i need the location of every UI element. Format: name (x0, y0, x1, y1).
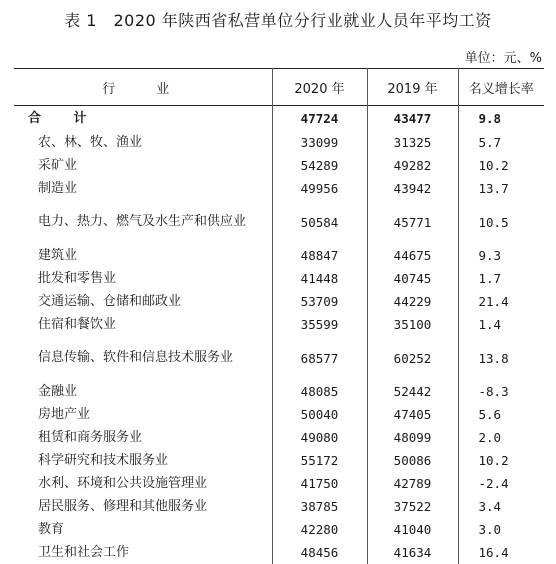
industry-cell: 租赁和商务服务业 (14, 426, 272, 449)
industry-cell: 居民服务、修理和其他服务业 (14, 495, 272, 518)
growth-cell: 1.7 (458, 267, 544, 290)
table-row (14, 403, 544, 426)
table-row (14, 541, 544, 564)
value-2019-cell: 42789 (367, 472, 458, 495)
growth-cell: 2.0 (458, 426, 544, 449)
wage-table (14, 68, 544, 564)
table-row (14, 154, 544, 177)
value-2019-cell: 41634 (367, 541, 458, 564)
industry-cell: 农、林、牧、渔业 (14, 131, 272, 154)
value-2020-cell: 49956 (272, 177, 367, 200)
value-2019-cell: 37522 (367, 495, 458, 518)
value-2020-cell: 68577 (272, 336, 367, 380)
table-row (14, 177, 544, 200)
growth-cell: 5.6 (458, 403, 544, 426)
value-2019-cell: 47405 (367, 403, 458, 426)
industry-cell: 金融业 (14, 380, 272, 403)
value-2020-cell: 53709 (272, 290, 367, 313)
value-2019-cell: 35100 (367, 313, 458, 336)
total-2020: 47724 (272, 106, 367, 132)
value-2019-cell: 43942 (367, 177, 458, 200)
value-2019-cell: 49282 (367, 154, 458, 177)
growth-cell: 3.4 (458, 495, 544, 518)
value-2020-cell: 48085 (272, 380, 367, 403)
industry-cell: 科学研究和技术服务业 (14, 449, 272, 472)
growth-cell: 1.4 (458, 313, 544, 336)
value-2020-cell: 41750 (272, 472, 367, 495)
growth-cell: -2.4 (458, 472, 544, 495)
growth-cell: 10.2 (458, 449, 544, 472)
value-2020-cell: 55172 (272, 449, 367, 472)
value-2020-cell: 33099 (272, 131, 367, 154)
header-row (14, 69, 544, 106)
industry-cell: 卫生和社会工作 (14, 541, 272, 564)
total-2019: 43477 (367, 106, 458, 132)
growth-cell: 16.4 (458, 541, 544, 564)
industry-cell: 电力、热力、燃气及水生产和供应业 (14, 200, 272, 244)
value-2020-cell: 49080 (272, 426, 367, 449)
header-growth: 名义增长率 (458, 69, 544, 106)
value-2019-cell: 45771 (367, 200, 458, 244)
header-industry: 行 业 (14, 69, 272, 106)
table-body (14, 106, 544, 564)
industry-cell: 批发和零售业 (14, 267, 272, 290)
industry-cell: 信息传输、软件和信息技术服务业 (14, 336, 272, 380)
industry-cell: 教育 (14, 518, 272, 541)
table-row (14, 495, 544, 518)
growth-cell: 10.2 (458, 154, 544, 177)
table-row (14, 336, 544, 380)
value-2019-cell: 48099 (367, 426, 458, 449)
table-row (14, 380, 544, 403)
table-row (14, 426, 544, 449)
table-row (14, 313, 544, 336)
industry-cell: 制造业 (14, 177, 272, 200)
table-row (14, 267, 544, 290)
value-2020-cell: 38785 (272, 495, 367, 518)
table-row (14, 200, 544, 244)
value-2019-cell: 60252 (367, 336, 458, 380)
value-2020-cell: 48456 (272, 541, 367, 564)
growth-cell: 13.8 (458, 336, 544, 380)
table-row (14, 472, 544, 495)
industry-cell: 房地产业 (14, 403, 272, 426)
value-2020-cell: 50040 (272, 403, 367, 426)
value-2020-cell: 48847 (272, 244, 367, 267)
value-2019-cell: 31325 (367, 131, 458, 154)
value-2019-cell: 52442 (367, 380, 458, 403)
total-label: 合 计 (14, 106, 272, 132)
industry-cell: 采矿业 (14, 154, 272, 177)
value-2020-cell: 41448 (272, 267, 367, 290)
value-2020-cell: 54289 (272, 154, 367, 177)
growth-cell: 13.7 (458, 177, 544, 200)
table-row (14, 449, 544, 472)
value-2020-cell: 35599 (272, 313, 367, 336)
growth-cell: -8.3 (458, 380, 544, 403)
growth-cell: 5.7 (458, 131, 544, 154)
growth-cell: 21.4 (458, 290, 544, 313)
header-2020: 2020 年 (272, 69, 367, 106)
header-2019: 2019 年 (367, 69, 458, 106)
value-2020-cell: 42280 (272, 518, 367, 541)
value-2019-cell: 40745 (367, 267, 458, 290)
total-growth: 9.8 (458, 106, 544, 132)
table-row (14, 518, 544, 541)
industry-cell: 交通运输、仓储和邮政业 (14, 290, 272, 313)
unit-label: 单位：元、% (465, 47, 542, 66)
value-2019-cell: 44229 (367, 290, 458, 313)
total-row (14, 106, 544, 132)
industry-cell: 建筑业 (14, 244, 272, 267)
industry-cell: 住宿和餐饮业 (14, 313, 272, 336)
growth-cell: 3.0 (458, 518, 544, 541)
growth-cell: 9.3 (458, 244, 544, 267)
table-row (14, 290, 544, 313)
growth-cell: 10.5 (458, 200, 544, 244)
value-2019-cell: 44675 (367, 244, 458, 267)
value-2019-cell: 50086 (367, 449, 458, 472)
table-row (14, 244, 544, 267)
table-title: 表 1 2020 年陕西省私营单位分行业就业人员年平均工资 (0, 8, 556, 31)
value-2019-cell: 41040 (367, 518, 458, 541)
industry-cell: 水利、环境和公共设施管理业 (14, 472, 272, 495)
table-row (14, 131, 544, 154)
value-2020-cell: 50584 (272, 200, 367, 244)
